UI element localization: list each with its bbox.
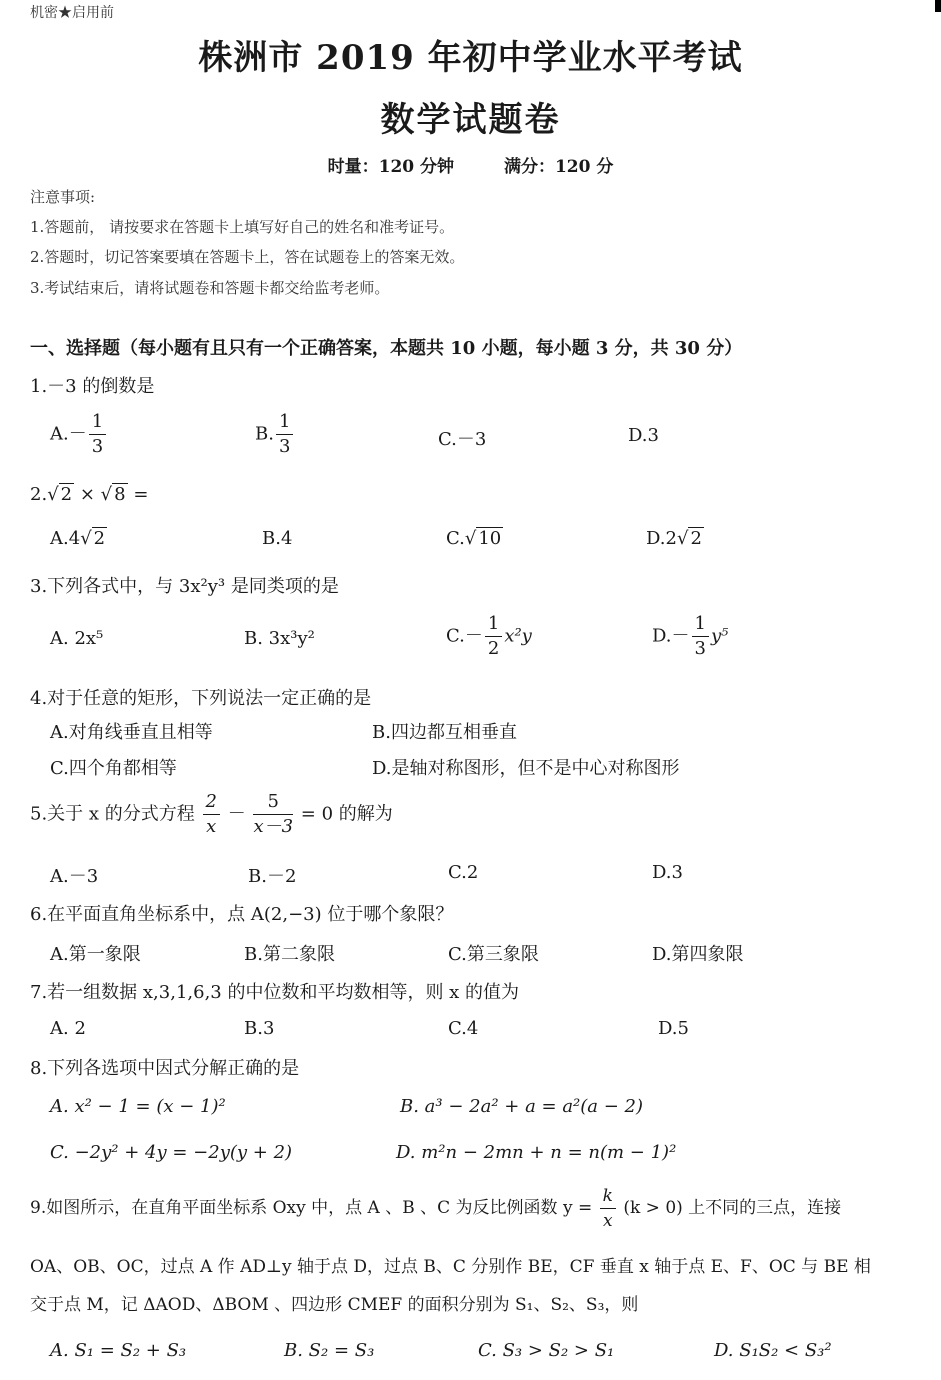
q9-option-d: D. S₁S₂ < S₃²	[714, 1340, 832, 1361]
q5-option-c: C.2	[448, 862, 479, 883]
q2-option-a: A.4√ 2	[50, 528, 106, 549]
question-2-stem: 2.√ 2 × √ 8 =	[30, 484, 149, 505]
q7-option-b: B.3	[244, 1018, 275, 1039]
section-heading: 一、选择题（每小题有且只有一个正确答案，本题共 10 小题，每小题 3 分，共 30 分）	[30, 338, 743, 359]
q4-option-c: C.四个角都相等	[50, 758, 177, 779]
q3-option-a: A. 2x⁵	[50, 628, 104, 649]
question-1-stem: 1.－3 的倒数是	[30, 376, 155, 397]
q2-option-b: B.4	[262, 528, 293, 549]
note-item: 3.考试结束后，请将试题卷和答题卡都交给监考老师。	[30, 279, 390, 297]
exam-title: 株洲市 2019 年初中学业水平考试	[198, 38, 743, 78]
q1-option-b: B. $\frac{1}{3}$	[255, 410, 295, 459]
exam-info	[0, 152, 941, 177]
question-3-stem: 3.下列各式中，与 3x²y³ 是同类项的是	[30, 576, 339, 597]
q8-option-d: D. m²n − 2mn + n = n(m − 1)²	[396, 1142, 677, 1163]
question-9-stem: 9.如图所示，在直角平面坐标系 Oxy 中，点 A 、B 、C 为反比例函数 y = $\frac{k}{x}$ (k > 0) 上不同的三点，连接	[30, 1186, 842, 1231]
q8-option-b: B. a³ − 2a² + a = a²(a − 2)	[400, 1096, 644, 1117]
q9-option-c: C. S₃ > S₂ > S₁	[478, 1340, 615, 1361]
question-7-stem: 7.若一组数据 x,3,1,6,3 的中位数和平均数相等，则 x 的值为	[30, 982, 520, 1003]
question-5-stem: 5.关于 x 的分式方程 $\frac{2}{x}$ － $\frac{5}{x-3}$ = 0 的解为	[30, 791, 393, 837]
question-4-stem: 4.对于任意的矩形，下列说法一定正确的是	[30, 688, 372, 709]
q3-option-b: B. 3x³y²	[244, 628, 315, 649]
q6-option-a: A.第一象限	[50, 944, 141, 965]
q8-option-c: C. −2y² + 4y = −2y(y + 2)	[50, 1142, 293, 1163]
q6-option-c: C.第三象限	[448, 944, 539, 965]
q9-option-a: A. S₁ = S₂ + S₃	[50, 1340, 187, 1361]
q4-option-b: B.四边都互相垂直	[372, 722, 517, 743]
full-score: 满分：120 分	[503, 157, 614, 177]
q7-option-a: A. 2	[50, 1018, 86, 1039]
q1-option-a: A.－ $\frac{1}{3}$	[50, 410, 108, 459]
q2-option-c: C.√ 10	[446, 528, 502, 549]
question-8-stem: 8.下列各选项中因式分解正确的是	[30, 1058, 300, 1079]
q5-option-a: A.－3	[50, 866, 99, 887]
q5-option-d: D.3	[652, 862, 683, 883]
question-6-stem: 6.在平面直角坐标系中，点 A(2,−3) 位于哪个象限？	[30, 904, 454, 925]
q8-option-a: A. x² − 1 = (x − 1)²	[50, 1096, 226, 1117]
q2-option-d: D.2√ 2	[646, 528, 702, 549]
q9-option-b: B. S₂ = S₃	[284, 1340, 375, 1361]
corner-block	[935, 0, 941, 12]
time-limit: 时量：120 分钟	[327, 157, 455, 177]
q6-option-b: B.第二象限	[244, 944, 335, 965]
q6-option-d: D.第四象限	[652, 944, 744, 965]
notes-heading: 注意事项:	[30, 188, 96, 206]
exam-subtitle: 数学试题卷	[380, 100, 561, 140]
q4-option-a: A.对角线垂直且相等	[50, 722, 213, 743]
q1-option-c: C.－3	[438, 429, 487, 450]
q5-option-b: B.－2	[248, 866, 297, 887]
question-9-line-3: 交于点 M，记 ΔAOD、ΔBOM 、四边形 CMEF 的面积分别为 S₁、S₂、S₃，则	[30, 1295, 639, 1315]
q7-option-c: C.4	[448, 1018, 479, 1039]
q3-option-c: C.－ $\frac{1}{2}$ x²y	[446, 613, 532, 659]
q1-option-d: D.3	[628, 425, 659, 446]
q7-option-d: D.5	[658, 1018, 689, 1039]
q3-option-d: D.－ $\frac{1}{3}$ y⁵	[652, 613, 729, 659]
note-item: 2.答题时，切记答案要填在答题卡上，答在试题卷上的答案无效。	[30, 248, 465, 266]
q4-option-d: D.是轴对称图形，但不是中心对称图形	[372, 758, 680, 779]
question-9-line-2: OA、OB、OC，过点 A 作 AD⊥y 轴于点 D，过点 B、C 分别作 BE，CF 垂直 x 轴于点 E、F、OC 与 BE 相	[30, 1257, 871, 1277]
confidential-mark: 机密★启用前	[30, 5, 114, 21]
note-item: 1.答题前， 请按要求在答题卡上填写好自己的姓名和准考证号。	[30, 218, 455, 236]
